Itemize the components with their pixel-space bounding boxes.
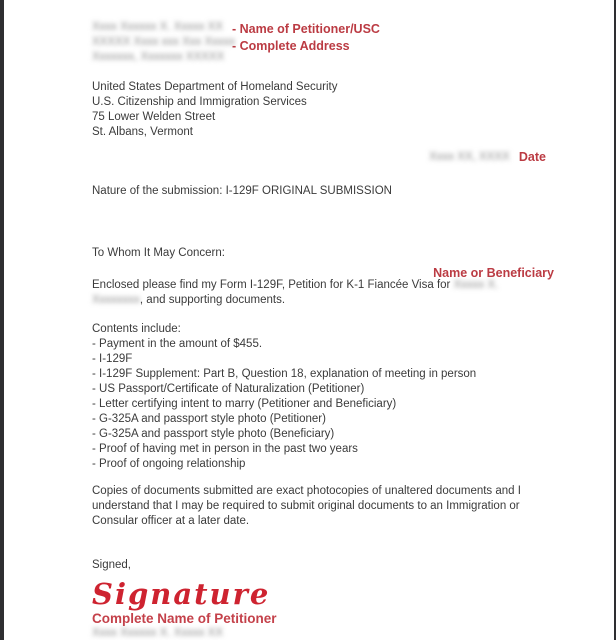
redacted-petitioner-name: Xxxx Xxxxxx X. Xxxxx XX xyxy=(92,21,223,33)
letter-content xyxy=(92,20,554,640)
page-left-edge xyxy=(0,0,4,640)
recipient-line: 75 Lower Welden Street xyxy=(92,111,216,123)
annotation-signature-script: Signature xyxy=(92,577,271,611)
contents-item: - I-129F xyxy=(92,353,133,365)
contents-heading: Contents include: xyxy=(92,323,181,335)
annotation-complete-name-of-petitioner: Complete Name of Petitioner xyxy=(92,611,277,626)
contents-item: - Proof of having met in person in the past two years xyxy=(92,443,358,455)
annotation-complete-address: - Complete Address xyxy=(232,39,350,53)
contents-item: - Proof of ongoing relationship xyxy=(92,458,246,470)
contents-item: - G-325A and passport style photo (Beneficiary) xyxy=(92,428,335,440)
annotation-date: Date xyxy=(518,150,546,164)
recipient-block xyxy=(92,80,546,140)
recipient-line: St. Albans, Vermont xyxy=(92,126,194,138)
enclosed-text-before: Enclosed please find my Form I-129F, Petition for K-1 Fiancée Visa for xyxy=(92,279,454,291)
redacted-beneficiary-name-2: Xxxxxxxx xyxy=(92,294,140,306)
redacted-petitioner-street: XXXXX Xxxx xxx Xxx Xxxxx xyxy=(92,36,236,48)
redacted-signer-name: Xxxx Xxxxxx X. Xxxxx XX xyxy=(92,627,223,639)
contents-item: - Payment in the amount of $455. xyxy=(92,338,263,350)
signed-line: Signed, xyxy=(92,559,132,571)
annotation-petitioner-name: - Name of Petitioner/USC xyxy=(232,22,380,36)
annotation-beneficiary-name: Name or Beneficiary xyxy=(433,266,554,280)
redacted-beneficiary-name-1: Xxxxx X. xyxy=(453,279,499,291)
copies-paragraph: Copies of documents submitted are exact photocopies of unaltered documents and I understand that I may be required to submit original documents to an Immigration or Consular officer at a later date. xyxy=(92,485,521,527)
salutation: To Whom It May Concern: xyxy=(92,247,225,259)
recipient-line: United States Department of Homeland Security xyxy=(92,81,338,93)
redacted-petitioner-city: Xxxxxxx, Xxxxxxx XXXXX xyxy=(92,51,225,63)
contents-item: - US Passport/Certificate of Naturalization (Petitioner) xyxy=(92,383,365,395)
enclosed-text-after: , and supporting documents. xyxy=(139,294,286,306)
subject-line: Nature of the submission: I-129F ORIGINAL SUBMISSION xyxy=(92,185,392,197)
sender-redacted-address xyxy=(92,20,236,65)
contents-item: - I-129F Supplement: Part B, Question 18, explanation of meeting in person xyxy=(92,368,477,380)
sender-annotations xyxy=(232,20,380,65)
contents-item: - Letter certifying intent to marry (Petitioner and Beneficiary) xyxy=(92,398,397,410)
enclosed-paragraph xyxy=(92,266,554,308)
recipient-line: U.S. Citizenship and Immigration Services xyxy=(92,96,307,108)
redacted-date: Xxxx XX, XXXX xyxy=(429,151,510,164)
contents-list xyxy=(92,322,546,472)
sender-block xyxy=(92,20,546,65)
contents-item: - G-325A and passport style photo (Petitioner) xyxy=(92,413,326,425)
date-block xyxy=(92,149,546,166)
redacted-signer-name-line xyxy=(92,626,546,640)
